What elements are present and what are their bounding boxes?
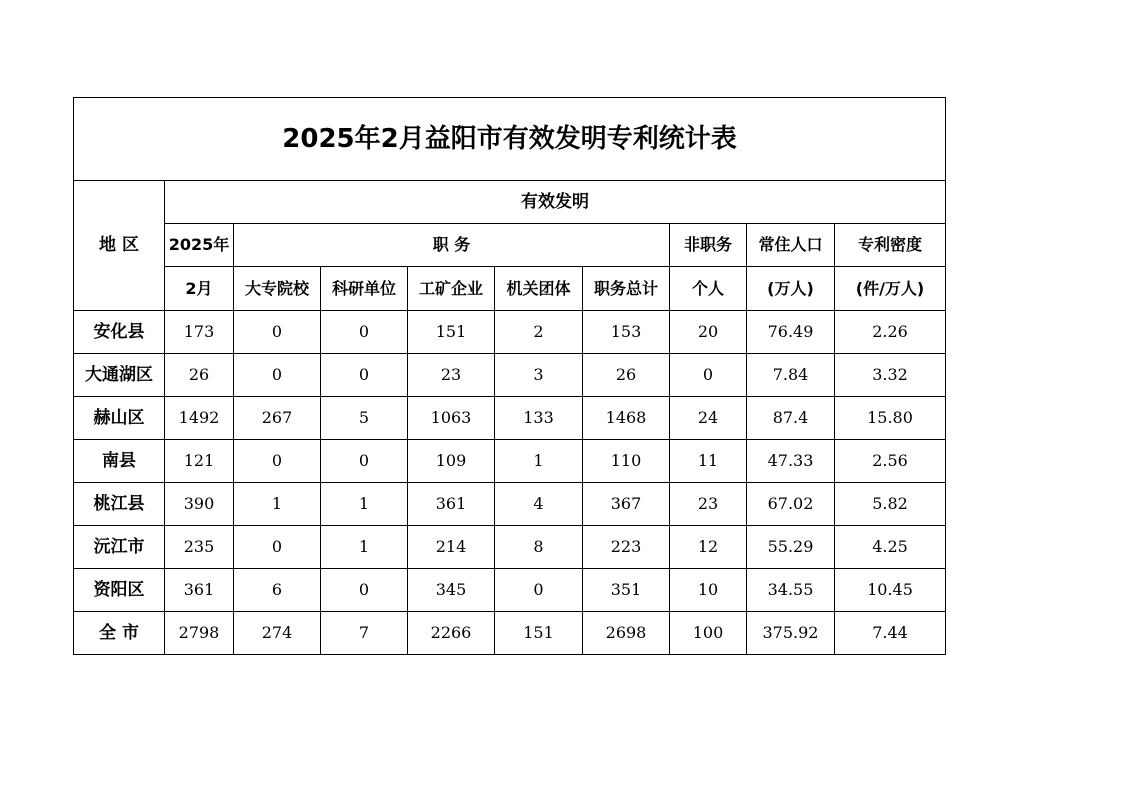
table-cell: 47.33 (747, 440, 835, 483)
table-cell: 173 (165, 311, 234, 354)
header-non-service: 非职务 (670, 224, 747, 267)
table-cell: 24 (670, 397, 747, 440)
table-cell: 1 (234, 483, 321, 526)
table-cell: 4.25 (835, 526, 946, 569)
table-cell: 361 (165, 569, 234, 612)
table-cell: 12 (670, 526, 747, 569)
table-cell: 133 (495, 397, 583, 440)
table-cell: 0 (234, 440, 321, 483)
header-colleges: 大专院校 (234, 267, 321, 311)
table-cell: 351 (583, 569, 670, 612)
table-cell: 153 (583, 311, 670, 354)
table-cell: 23 (670, 483, 747, 526)
header-density-unit: (件/万人) (835, 267, 946, 311)
table-cell: 0 (670, 354, 747, 397)
table-cell: 274 (234, 612, 321, 655)
table-cell: 6 (234, 569, 321, 612)
table-cell: 87.4 (747, 397, 835, 440)
table-cell: 1468 (583, 397, 670, 440)
table-cell: 10.45 (835, 569, 946, 612)
header-density: 专利密度 (835, 224, 946, 267)
table-cell: 0 (321, 440, 408, 483)
table-row (74, 354, 946, 397)
region-name: 全 市 (74, 612, 165, 655)
table-cell: 214 (408, 526, 495, 569)
patent-statistics-table (73, 97, 946, 655)
table-cell: 7 (321, 612, 408, 655)
table-cell: 2.26 (835, 311, 946, 354)
table-cell: 34.55 (747, 569, 835, 612)
table-cell: 76.49 (747, 311, 835, 354)
table-cell: 2266 (408, 612, 495, 655)
header-population: 常住人口 (747, 224, 835, 267)
table-row (74, 569, 946, 612)
table-cell: 390 (165, 483, 234, 526)
region-name: 沅江市 (74, 526, 165, 569)
table-cell: 0 (321, 311, 408, 354)
table-cell: 0 (321, 569, 408, 612)
table-cell: 1063 (408, 397, 495, 440)
table-row (74, 526, 946, 569)
table-cell: 10 (670, 569, 747, 612)
table-row (74, 397, 946, 440)
table-cell: 7.44 (835, 612, 946, 655)
table-cell: 11 (670, 440, 747, 483)
header-month: 2月 (165, 267, 234, 311)
table-cell: 20 (670, 311, 747, 354)
table-row (74, 440, 946, 483)
table-cell: 4 (495, 483, 583, 526)
table-row (74, 483, 946, 526)
header-service: 职 务 (234, 224, 670, 267)
table-cell: 2698 (583, 612, 670, 655)
table-cell: 67.02 (747, 483, 835, 526)
header-population-unit: (万人) (747, 267, 835, 311)
header-service-total: 职务总计 (583, 267, 670, 311)
table-cell: 223 (583, 526, 670, 569)
table-cell: 2.56 (835, 440, 946, 483)
table-cell: 121 (165, 440, 234, 483)
table-title: 2025年2月益阳市有效发明专利统计表 (74, 98, 946, 181)
header-valid-invention: 有效发明 (165, 181, 946, 224)
table-cell: 55.29 (747, 526, 835, 569)
table-cell: 0 (495, 569, 583, 612)
table-cell: 15.80 (835, 397, 946, 440)
table-cell: 1 (321, 526, 408, 569)
table-cell: 2798 (165, 612, 234, 655)
region-name: 安化县 (74, 311, 165, 354)
table-body (74, 311, 946, 655)
table-row (74, 311, 946, 354)
table-cell: 0 (234, 311, 321, 354)
table-cell: 2 (495, 311, 583, 354)
table-cell: 7.84 (747, 354, 835, 397)
region-name: 桃江县 (74, 483, 165, 526)
header-government-bodies: 机关团体 (495, 267, 583, 311)
table-cell: 151 (408, 311, 495, 354)
table-cell: 0 (321, 354, 408, 397)
header-region: 地 区 (74, 181, 165, 311)
table-cell: 345 (408, 569, 495, 612)
table-cell: 1 (321, 483, 408, 526)
table-cell: 361 (408, 483, 495, 526)
header-research-units: 科研单位 (321, 267, 408, 311)
region-name: 南县 (74, 440, 165, 483)
table-cell: 235 (165, 526, 234, 569)
table-cell: 26 (165, 354, 234, 397)
header-year: 2025年 (165, 224, 234, 267)
region-name: 资阳区 (74, 569, 165, 612)
header-industrial-enterprises: 工矿企业 (408, 267, 495, 311)
table-cell: 23 (408, 354, 495, 397)
table-cell: 100 (670, 612, 747, 655)
table-cell: 151 (495, 612, 583, 655)
table-cell: 267 (234, 397, 321, 440)
header-individual: 个人 (670, 267, 747, 311)
table-cell: 5.82 (835, 483, 946, 526)
table-cell: 8 (495, 526, 583, 569)
table-row (74, 612, 946, 655)
table-cell: 0 (234, 526, 321, 569)
table-cell: 3.32 (835, 354, 946, 397)
region-name: 大通湖区 (74, 354, 165, 397)
table-cell: 1 (495, 440, 583, 483)
table-cell: 1492 (165, 397, 234, 440)
table-cell: 109 (408, 440, 495, 483)
table-cell: 3 (495, 354, 583, 397)
table-cell: 26 (583, 354, 670, 397)
table-cell: 0 (234, 354, 321, 397)
table-cell: 367 (583, 483, 670, 526)
table-cell: 110 (583, 440, 670, 483)
table-cell: 5 (321, 397, 408, 440)
region-name: 赫山区 (74, 397, 165, 440)
table-cell: 375.92 (747, 612, 835, 655)
